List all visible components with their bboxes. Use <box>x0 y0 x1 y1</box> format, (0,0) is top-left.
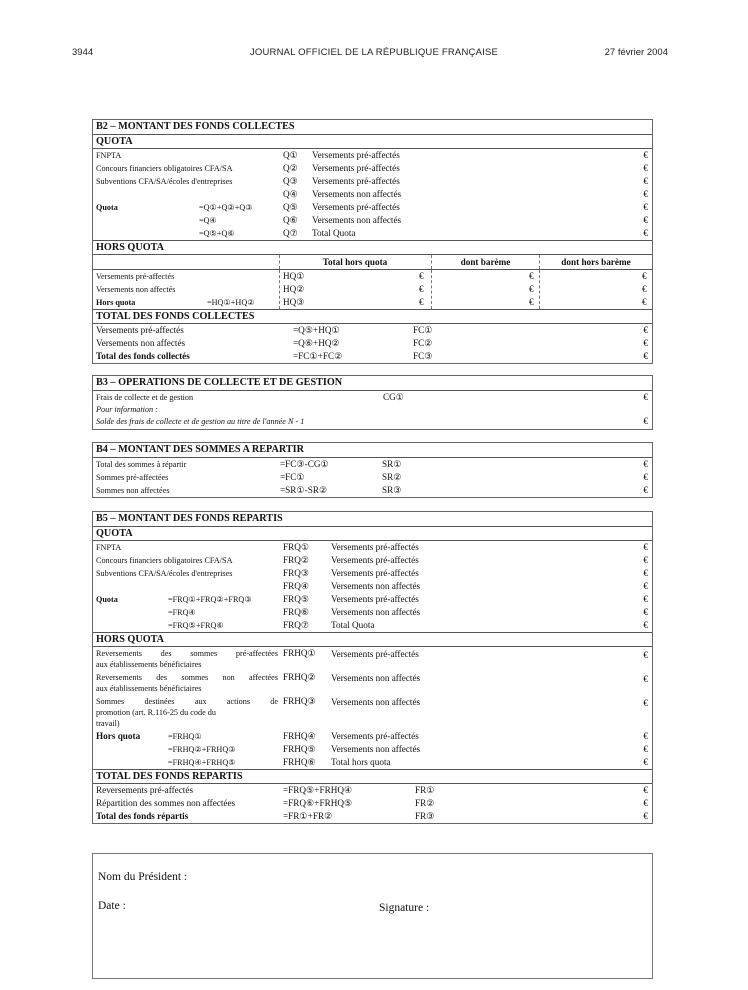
euro-sign: € <box>643 485 648 495</box>
b5-hors-quota-title: HORS QUOTA <box>93 632 652 647</box>
code: HQ③ <box>283 297 305 307</box>
b5-hq-row <box>93 756 652 769</box>
code: FRHQ⑥ <box>283 757 316 767</box>
code: SR① <box>382 459 402 469</box>
formula: =FRQ⑥+FRHQ⑤ <box>283 798 353 808</box>
b3-frais-code: CG① <box>383 392 404 402</box>
section-b5-title: B5 – MONTANT DES FONDS REPARTIS <box>93 512 652 527</box>
president-name-label: Nom du Président : <box>98 871 188 883</box>
euro-sign: € <box>643 757 648 767</box>
row-label: Répartition des sommes non affectées <box>96 798 236 808</box>
b5-total-title: TOTAL DES FONDS REPARTIS <box>93 769 652 784</box>
description: Versements non affectés <box>331 581 421 591</box>
b4-row <box>93 484 652 497</box>
section-b3 <box>92 375 653 430</box>
euro-sign: € <box>643 392 648 402</box>
page-number: 3944 <box>72 47 94 58</box>
euro-sign: € <box>643 459 648 469</box>
section-b4-title: B4 – MONTANT DES SOMMES A REPARTIR <box>93 443 652 458</box>
row-label: Hors quota <box>96 731 141 741</box>
code: FRHQ① <box>283 648 316 658</box>
issue-date: 27 février 2004 <box>604 47 668 58</box>
description: Versements pré-affectés <box>331 555 419 565</box>
description: Total hors quota <box>331 757 391 767</box>
description: Versements pré-affectés <box>312 163 400 173</box>
b5-total-row <box>93 784 652 797</box>
code: HQ① <box>283 271 305 281</box>
description: Versements pré-affectés <box>312 176 400 186</box>
formula: =Q④ <box>199 216 217 225</box>
euro-sign: € <box>643 176 648 186</box>
row-label-line2: promotion (art. R.116-25 du code du <box>96 708 216 717</box>
euro-sign: € <box>643 416 648 426</box>
b5-quota-row <box>93 554 652 567</box>
section-b4 <box>92 442 653 498</box>
euro-sign: € <box>419 297 424 307</box>
code: Q③ <box>283 176 298 186</box>
description: Versements non affectés <box>312 189 402 199</box>
code: Q⑥ <box>283 215 298 225</box>
b5-quota-row <box>93 580 652 593</box>
euro-sign: € <box>643 785 648 795</box>
formula: =FR①+FR② <box>283 811 333 821</box>
b3-frais-label: Frais de collecte et de gestion <box>96 393 194 402</box>
row-label: FNPTA <box>96 543 122 552</box>
code: FRQ⑦ <box>283 620 310 630</box>
b5-hq-row <box>93 743 652 756</box>
row-label-line2: aux établissements bénéficiaires <box>96 660 202 669</box>
euro-sign: € <box>643 215 648 225</box>
signature-box <box>92 853 653 979</box>
b3-info-row <box>93 403 652 415</box>
formula: =FC③-CG① <box>280 459 329 469</box>
euro-sign: € <box>643 163 648 173</box>
euro-sign: € <box>643 698 648 708</box>
code: SR③ <box>382 485 402 495</box>
b2-quota-title: QUOTA <box>93 135 652 149</box>
euro-sign: € <box>642 284 647 294</box>
b2-hq-row <box>93 283 652 296</box>
euro-sign: € <box>643 228 648 238</box>
code: FRHQ④ <box>283 731 316 741</box>
row-label: Concours financiers obligatoires CFA/SA <box>96 164 233 173</box>
b2-quota-row <box>93 162 652 175</box>
row-label: Subventions CFA/SA/écoles d'entreprises <box>96 569 233 578</box>
euro-sign: € <box>643 202 648 212</box>
b5-quota-row <box>93 606 652 619</box>
b3-solde-row <box>93 415 652 429</box>
b2-hq-row <box>93 270 652 283</box>
row-label: Versements non affectés <box>96 338 186 348</box>
b2-quota-row <box>93 188 652 201</box>
row-label: Quota <box>96 203 118 212</box>
euro-sign: € <box>643 150 648 160</box>
formula: =FRQ⑤+FRHQ④ <box>283 785 353 795</box>
euro-sign: € <box>419 271 424 281</box>
formula: =Q⑤+HQ① <box>293 325 340 335</box>
euro-sign: € <box>643 744 648 754</box>
euro-sign: € <box>642 297 647 307</box>
b2-quota-row <box>93 227 652 240</box>
euro-sign: € <box>643 674 648 684</box>
euro-sign: € <box>419 284 424 294</box>
row-label: Concours financiers obligatoires CFA/SA <box>96 556 233 565</box>
b2-total-row <box>93 350 652 363</box>
euro-sign: € <box>529 271 534 281</box>
code: Q④ <box>283 189 298 199</box>
formula: =FRHQ① <box>168 732 202 741</box>
formula: =Q①+Q②+Q③ <box>199 203 253 212</box>
euro-sign: € <box>643 555 648 565</box>
row-label: Subventions CFA/SA/écoles d'entreprises <box>96 177 233 186</box>
code: FRHQ② <box>283 672 316 682</box>
b3-solde-label: Solde des frais de collecte et de gestion au titre de l'année N - 1 <box>96 417 305 426</box>
formula: =FRHQ④+FRHQ⑤ <box>168 758 236 767</box>
section-b2 <box>92 119 653 364</box>
euro-sign: € <box>529 297 534 307</box>
b2-quota-row <box>93 214 652 227</box>
code: FC③ <box>413 351 433 361</box>
description: Versements pré-affectés <box>331 542 419 552</box>
b2-total-title: TOTAL DES FONDS COLLECTES <box>93 309 652 324</box>
euro-sign: € <box>642 271 647 281</box>
euro-sign: € <box>643 351 648 361</box>
formula: =SR①-SR② <box>280 485 328 495</box>
euro-sign: € <box>643 472 648 482</box>
code: FRQ⑤ <box>283 594 310 604</box>
euro-sign: € <box>643 581 648 591</box>
code: FR② <box>415 798 435 808</box>
b5-quota-row <box>93 567 652 580</box>
description: Total Quota <box>312 228 356 238</box>
b5-quota-row <box>93 593 652 606</box>
code: FRHQ⑤ <box>283 744 316 754</box>
formula: =FRHQ②+FRHQ③ <box>168 745 236 754</box>
euro-sign: € <box>643 798 648 808</box>
euro-sign: € <box>643 607 648 617</box>
description: Versements pré-affectés <box>312 202 400 212</box>
row-label: Reversements pré-affectés <box>96 785 194 795</box>
b4-row <box>93 458 652 471</box>
formula: =FRQ①+FRQ②+FRQ③ <box>168 595 252 604</box>
description: Versements non affectés <box>312 215 402 225</box>
b5-hq-long-row <box>93 695 652 730</box>
code: FRQ① <box>283 542 310 552</box>
b5-quota-title: QUOTA <box>93 527 652 541</box>
row-label-line2: aux établissements bénéficiaires <box>96 684 202 693</box>
row-label: Versements non affectés <box>96 285 176 294</box>
row-label: Total des fonds répartis <box>96 811 189 821</box>
code: Q① <box>283 150 298 160</box>
signature-label: Signature : <box>379 902 430 914</box>
b2-quota-row <box>93 149 652 162</box>
col-dont-hors-bareme: dont hors barème <box>561 257 631 267</box>
b5-hq-long-row <box>93 647 652 671</box>
euro-sign: € <box>643 189 648 199</box>
date-label: Date : <box>98 900 126 912</box>
formula: =FRQ⑤+FRQ⑥ <box>168 621 224 630</box>
page-header <box>0 47 748 61</box>
euro-sign: € <box>643 338 648 348</box>
row-label: Sommes pré-affectées <box>96 473 169 482</box>
code: FRQ③ <box>283 568 310 578</box>
b4-row <box>93 471 652 484</box>
code: FR① <box>415 785 435 795</box>
b5-total-row <box>93 797 652 810</box>
description: Versements pré-affectés <box>331 649 419 659</box>
row-label: FNPTA <box>96 151 122 160</box>
b2-hq-table-header <box>93 255 652 270</box>
row-label: Versements pré-affectés <box>96 272 175 281</box>
code: HQ② <box>283 284 305 294</box>
row-label: Total des fonds collectés <box>96 351 190 361</box>
code: FR③ <box>415 811 435 821</box>
euro-sign: € <box>643 650 648 660</box>
section-b5 <box>92 511 653 824</box>
description: Versements non affectés <box>331 607 421 617</box>
euro-sign: € <box>643 620 648 630</box>
row-label: Total des sommes à répartir <box>96 460 187 469</box>
b5-quota-row <box>93 541 652 554</box>
col-dont-bareme: dont barème <box>460 257 511 267</box>
b2-quota-row <box>93 175 652 188</box>
description: Total Quota <box>331 620 375 630</box>
code: FC② <box>413 338 433 348</box>
b5-quota-row <box>93 619 652 632</box>
row-label: Versements pré-affectés <box>96 325 184 335</box>
description: Versements pré-affectés <box>331 594 419 604</box>
b5-total-row <box>93 810 652 823</box>
row-label: Hors quota <box>96 298 136 307</box>
b2-quota-row <box>93 201 652 214</box>
euro-sign: € <box>643 568 648 578</box>
b2-hors-quota-title: HORS QUOTA <box>93 240 652 255</box>
row-label: Sommes non affectées <box>96 486 170 495</box>
journal-title: JOURNAL OFFICIEL DE LA RÉPUBLIQUE FRANÇAISE <box>249 47 499 58</box>
code: FRHQ③ <box>283 696 316 706</box>
row-label-line1: Reversements des sommes pré-affectées <box>96 649 278 658</box>
b2-total-row <box>93 337 652 350</box>
row-label-line1: Sommes destinées aux actions de <box>96 697 278 706</box>
description: Versements non affectés <box>331 697 421 707</box>
row-label: Quota <box>96 595 118 604</box>
section-b2-title: B2 – MONTANT DES FONDS COLLECTES <box>93 120 652 135</box>
description: Versements pré-affectés <box>331 568 419 578</box>
row-label-line3: travail) <box>96 719 120 728</box>
euro-sign: € <box>643 542 648 552</box>
code: FC① <box>413 325 433 335</box>
formula: =HQ①+HQ② <box>207 298 255 307</box>
euro-sign: € <box>643 731 648 741</box>
formula: =Q⑥+HQ② <box>293 338 340 348</box>
code: Q⑤ <box>283 202 298 212</box>
b5-hq-row <box>93 730 652 743</box>
b3-frais-row <box>93 391 652 403</box>
description: Versements non affectés <box>331 673 421 683</box>
euro-sign: € <box>643 811 648 821</box>
description: Versements pré-affectés <box>312 150 400 160</box>
b5-hq-long-row <box>93 671 652 695</box>
description: Versements non affectés <box>331 744 421 754</box>
code: Q⑦ <box>283 228 298 238</box>
description: Versements pré-affectés <box>331 731 419 741</box>
code: FRQ② <box>283 555 310 565</box>
euro-sign: € <box>529 284 534 294</box>
row-label-line1: Reversements des sommes non affectées <box>96 673 278 682</box>
code: SR② <box>382 472 402 482</box>
b2-total-row <box>93 324 652 337</box>
code: FRQ④ <box>283 581 310 591</box>
code: Q② <box>283 163 298 173</box>
section-b3-title: B3 – OPERATIONS DE COLLECTE ET DE GESTION <box>93 376 652 391</box>
euro-sign: € <box>643 594 648 604</box>
euro-sign: € <box>643 325 648 335</box>
code: FRQ⑥ <box>283 607 310 617</box>
formula: =FC①+FC② <box>293 351 343 361</box>
b2-hq-row <box>93 296 652 309</box>
formula: =FC① <box>280 472 305 482</box>
col-total-hors-quota: Total hors quota <box>322 257 388 267</box>
formula: =FRQ④ <box>168 608 196 617</box>
b3-info-label: Pour information : <box>96 405 158 414</box>
formula: =Q⑤+Q⑥ <box>199 229 235 238</box>
